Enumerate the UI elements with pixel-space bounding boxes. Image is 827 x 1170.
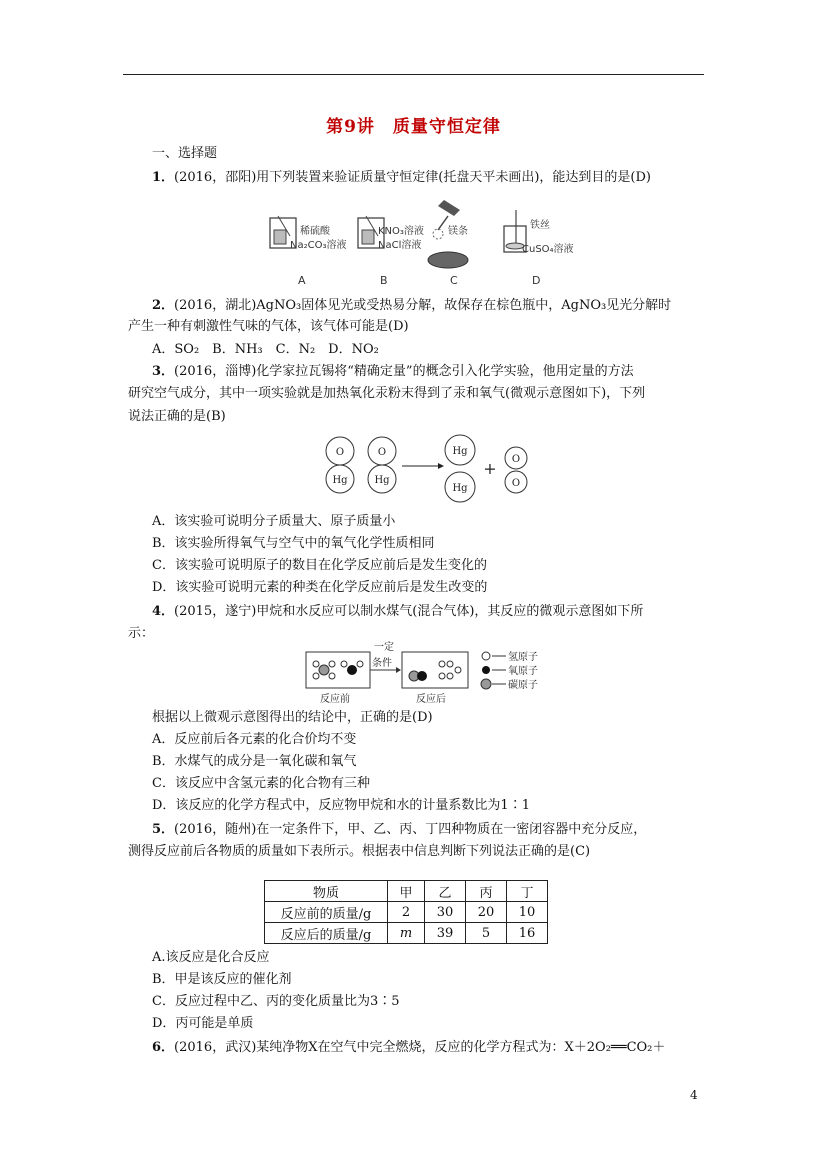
question-text: (2015，遂宁)甲烷和水反应可以制水煤气(混合气体)，其反应的微观示意图如下所 xyxy=(174,604,644,619)
atom-hg-label: Hg xyxy=(374,475,390,486)
question-1 xyxy=(152,170,651,186)
question-number: 2． xyxy=(152,298,175,313)
question-number: 6． xyxy=(152,1040,175,1055)
condition-line-2: 条件 xyxy=(372,658,392,669)
label-b2: NaCl溶液 xyxy=(378,240,422,251)
atom-o-label: O xyxy=(511,478,521,489)
question-3-line-3: 说法正确的是(B) xyxy=(128,409,226,424)
atom-o-label: O xyxy=(335,447,345,458)
table-cell: m xyxy=(388,923,425,944)
question-5-line-2: 测得反应前后各物质的质量如下表所示。根据表中信息判断下列说法正确的是(C) xyxy=(128,844,591,859)
option-label-a: A xyxy=(298,274,306,287)
label-a1: 稀硫酸 xyxy=(300,226,330,237)
question-4-option: D．该反应的化学方程式中，反应物甲烷和水的计量系数比为1∶1 xyxy=(152,798,530,813)
table-cell: 20 xyxy=(466,902,507,923)
atom-o-label: O xyxy=(511,454,521,465)
flame-icon xyxy=(433,229,443,239)
question-3-option: C．该实验可说明原子的数目在化学反应前后是发生变化的 xyxy=(152,558,487,573)
legend-hydrogen: 氢原子 xyxy=(508,652,538,663)
table-header: 乙 xyxy=(425,881,466,902)
question-2-line-1 xyxy=(152,298,671,314)
question-6 xyxy=(152,1040,665,1056)
question-4-option: B．水煤气的成分是一氧化碳和氧气 xyxy=(152,754,357,769)
question-5-option: A.该反应是化合反应 xyxy=(152,950,270,965)
table-header: 甲 xyxy=(388,881,425,902)
table-header-row xyxy=(265,881,548,902)
header-rule xyxy=(123,74,704,75)
question-3-line-2: 研究空气成分，其中一项实验就是加热氧化汞粉末得到了汞和氧气(微观示意图如下)，下列 xyxy=(128,386,646,401)
table-row xyxy=(265,902,548,923)
table-header: 丁 xyxy=(507,881,548,902)
question-3-line-1 xyxy=(152,364,634,380)
carbon-legend-icon xyxy=(481,679,491,689)
plate-icon xyxy=(428,252,468,268)
table-header: 丙 xyxy=(466,881,507,902)
mercury-oxide-diagram xyxy=(318,432,538,504)
question-4-line-2: 示： xyxy=(128,626,155,641)
apparatus-figure xyxy=(258,196,598,288)
label-d1: 铁丝 xyxy=(530,220,550,231)
page-number: 4 xyxy=(690,1088,698,1102)
question-4-line-1 xyxy=(152,604,643,620)
question-text: (2016，随州)在一定条件下，甲、乙、丙、丁四种物质在一密闭容器中充分反应， xyxy=(174,822,647,837)
table-cell: 39 xyxy=(425,923,466,944)
hydrogen-legend-icon xyxy=(482,652,490,660)
label-d2: CuSO₄溶液 xyxy=(522,244,574,255)
question-text: (2016，武汉)某纯净物X在空气中完全燃烧，反应的化学方程式为：X＋2O₂══CO₂＋ xyxy=(174,1040,666,1055)
page-title: 第9讲 质量守恒定律 xyxy=(326,117,501,137)
table-cell: 30 xyxy=(425,902,466,923)
atom-hg-label: Hg xyxy=(332,475,348,486)
option-label-d: D xyxy=(532,274,541,287)
after-label: 反应后 xyxy=(416,694,446,705)
label-a2: Na₂CO₃溶液 xyxy=(290,240,347,251)
question-3-option: B．该实验所得氧气与空气中的氧气化学性质相同 xyxy=(152,536,435,551)
option-label-b: B xyxy=(380,274,388,287)
table-cell: 16 xyxy=(507,923,548,944)
section-heading: 一、选择题 xyxy=(152,146,218,161)
question-2-line-2: 产生一种有刺激性气味的气体，该气体可能是(D) xyxy=(128,319,409,334)
question-text: (2016，湖北)AgNO₃固体见光或受热易分解，故保存在棕色瓶中，AgNO₃见光分解时 xyxy=(174,298,672,313)
question-number: 3． xyxy=(152,364,175,379)
question-number: 1． xyxy=(152,170,175,185)
table-header: 物质 xyxy=(265,881,388,902)
label-b1: KNO₃溶液 xyxy=(378,226,424,237)
mass-table xyxy=(264,880,548,944)
table-cell: 2 xyxy=(388,902,425,923)
table-cell: 5 xyxy=(466,923,507,944)
oxygen-legend-icon xyxy=(482,666,490,674)
methane-reaction-diagram xyxy=(302,640,562,708)
question-3-option: A．该实验可说明分子质量大、原子质量小 xyxy=(152,514,396,529)
legend-oxygen: 氧原子 xyxy=(508,666,538,677)
atom-hg-label: Hg xyxy=(452,446,468,457)
atom-hg-label: Hg xyxy=(452,483,468,494)
label-c1: 镁条 xyxy=(448,226,468,237)
atom-o-label: O xyxy=(377,447,387,458)
before-label: 反应前 xyxy=(320,694,350,705)
question-text: (2016，邵阳)用下列装置来验证质量守恒定律(托盘天平未画出)，能达到目的是(D) xyxy=(174,170,651,185)
question-5-line-1 xyxy=(152,822,646,838)
condition-line-1: 一定 xyxy=(374,642,394,653)
table-cell: 反应后的质量/g xyxy=(265,923,388,944)
question-4-option: A．反应前后各元素的化合价均不变 xyxy=(152,732,357,747)
question-3-option: D．该实验可说明元素的种类在化学反应前后是发生改变的 xyxy=(152,580,488,595)
question-5-option: C．反应过程中乙、丙的变化质量比为3∶5 xyxy=(152,994,400,1009)
question-text: (2016，淄博)化学家拉瓦锡将“精确定量”的概念引入化学实验，他用定量的方法 xyxy=(174,364,634,379)
option-label-c: C xyxy=(450,274,458,287)
question-number: 4． xyxy=(152,604,175,619)
tongs-icon xyxy=(438,200,460,216)
table-cell: 反应前的质量/g xyxy=(265,902,388,923)
table-cell: 10 xyxy=(507,902,548,923)
question-2-options: A．SO₂ B．NH₃ C．N₂ D．NO₂ xyxy=(152,342,379,357)
before-box xyxy=(306,652,370,688)
table-row xyxy=(265,923,548,944)
plus-sign: + xyxy=(483,459,497,478)
question-5-option: B．甲是该反应的催化剂 xyxy=(152,972,292,987)
question-5-option: D．丙可能是单质 xyxy=(152,1016,254,1031)
question-number: 5． xyxy=(152,822,175,837)
legend-carbon: 碳原子 xyxy=(508,680,538,691)
question-4-stem: 根据以上微观示意图得出的结论中，正确的是(D) xyxy=(152,710,433,725)
question-4-option: C．该反应中含氢元素的化合物有三种 xyxy=(152,776,370,791)
